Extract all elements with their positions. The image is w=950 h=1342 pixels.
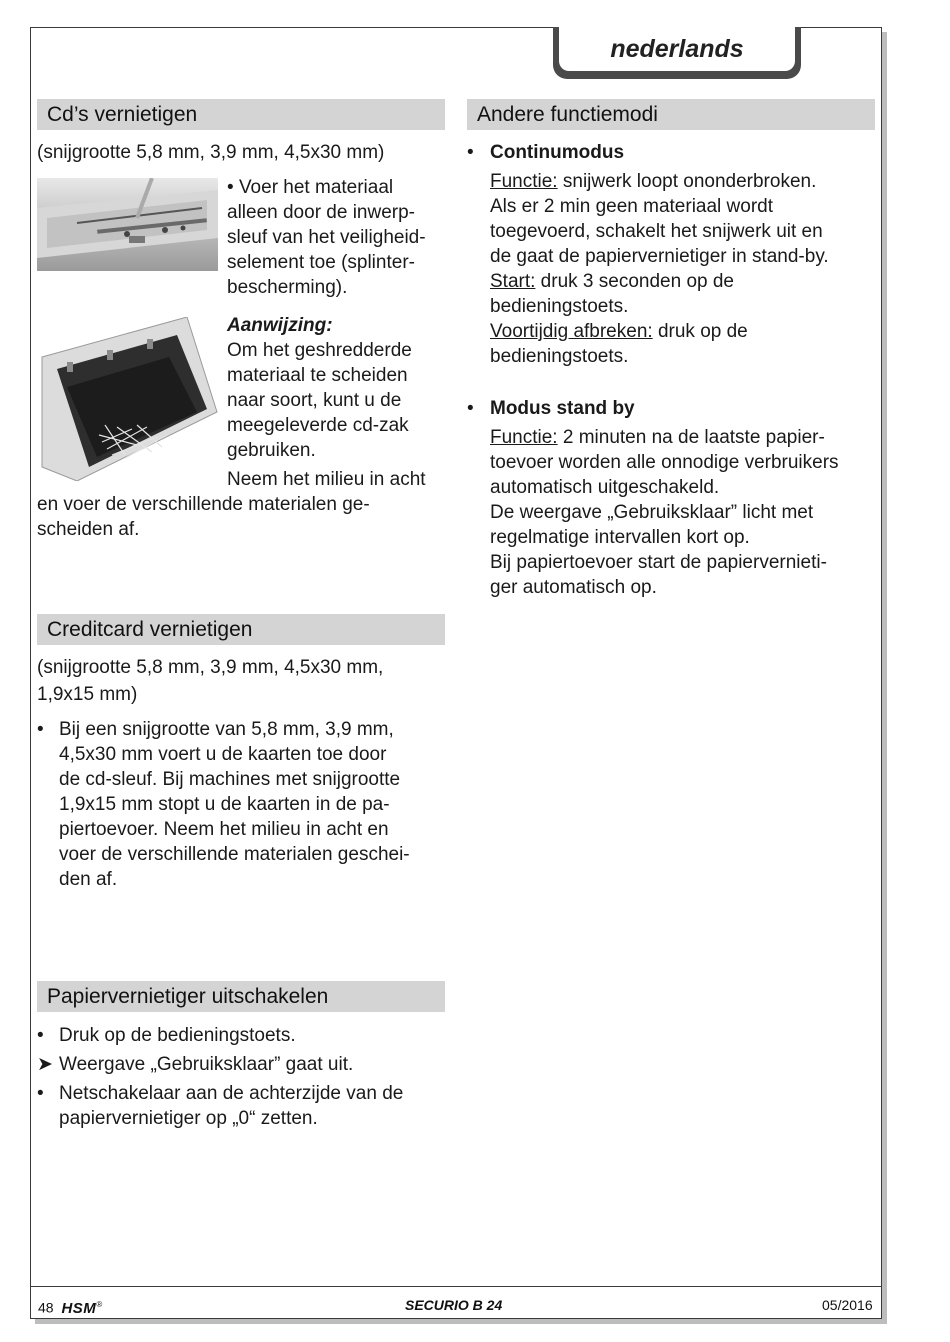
model-name: SECURIO B 24 xyxy=(405,1297,503,1313)
footer-left: 48 HSM® xyxy=(38,1299,103,1317)
switch-off-result: ➤ Weergave „Gebruiksklaar” gaat uit. xyxy=(37,1054,354,1075)
cd-bag-photo xyxy=(37,317,218,481)
bullet-mark: • xyxy=(37,1025,44,1046)
bullet-mark: • xyxy=(467,142,474,163)
section-title-switch-off: Papiervernietiger uitschakelen xyxy=(37,981,445,1012)
bullet-mark: • xyxy=(37,719,44,740)
brand-logo: HSM xyxy=(61,1299,97,1317)
page-number: 48 xyxy=(38,1299,54,1316)
footer-rule xyxy=(31,1286,881,1287)
bullet-mark: • xyxy=(467,398,474,419)
language-tab: nederlands xyxy=(559,27,795,71)
switch-off-item: • Druk op de bedieningstoets. xyxy=(37,1025,296,1046)
creditcard-bullet: • Bij een snijgrootte van 5,8 mm, 3,9 mm, 4,5x30 mm voert u de kaarten toe door de cd-sleuf. Bij machines met snijgrootte 1,9x15 mm stopt u de kaarten in de pa- piertoevoer. Neem het milieu in acht en voer de verschillende materialen geschei- den af. xyxy=(37,719,410,890)
standby-mode: • Modus stand by Functie: 2 minuten na de laatste papier- toevoer worden alle onnodige verbruikers automatisch uitgeschakeld. De weergave „Gebruiksklaar” licht met regelmatige intervallen kort op. Bij papiertoevoer start de papiervernieti- ger automatisch op. xyxy=(465,396,877,606)
continuous-heading: Continumodus xyxy=(490,142,625,163)
section-title-modes: Andere functiemodi xyxy=(467,99,875,130)
arrow-icon: ➤ xyxy=(37,1054,53,1075)
cd-tail-text: en voer de verschillende materialen ge- scheiden af. xyxy=(37,494,370,540)
footer-date: 05/2016 xyxy=(822,1297,873,1313)
section-title-cd: Cd’s vernietigen xyxy=(37,99,445,130)
switch-off-item: • Netschakelaar aan de achterzijde van de papiervernietiger op „0“ zetten. xyxy=(37,1083,404,1129)
note-heading: Aanwijzing: xyxy=(227,315,333,336)
cd-slot-photo xyxy=(37,178,218,271)
bullet-mark: • xyxy=(227,177,234,198)
creditcard-sizes: (snijgrootte 5,8 mm, 3,9 mm, 4,5x30 mm, 1,9x15 mm) xyxy=(37,657,384,705)
bullet-mark: • xyxy=(37,1083,44,1104)
cd-note: Aanwijzing: Om het geshredderde materiaal te scheiden naar soort, kunt u de meegeleverde cd-zak gebruiken. Neem het milieu in acht xyxy=(227,313,447,492)
continuous-mode: • Continumodus Functie: snijwerk loopt ononderbroken. Als er 2 min geen materiaal wordt toegevoerd, schakelt het snijwerk uit en de gaat de papiervernietiger in stand-by. Start: druk 3 seconden op de bedieningstoets. Voortijdig afbreken: druk op de bedieningstoets. xyxy=(465,140,877,372)
cd-sizes: (snijgrootte 5,8 mm, 3,9 mm, 4,5x30 mm) xyxy=(37,142,385,163)
section-title-creditcard: Creditcard vernietigen xyxy=(37,614,445,645)
cd-bullet-text: • Voer het materiaal alleen door de inwerp- sleuf van het veiligheid- selement toe (splinter- bescherming). xyxy=(227,177,426,298)
standby-heading: Modus stand by xyxy=(490,398,635,419)
